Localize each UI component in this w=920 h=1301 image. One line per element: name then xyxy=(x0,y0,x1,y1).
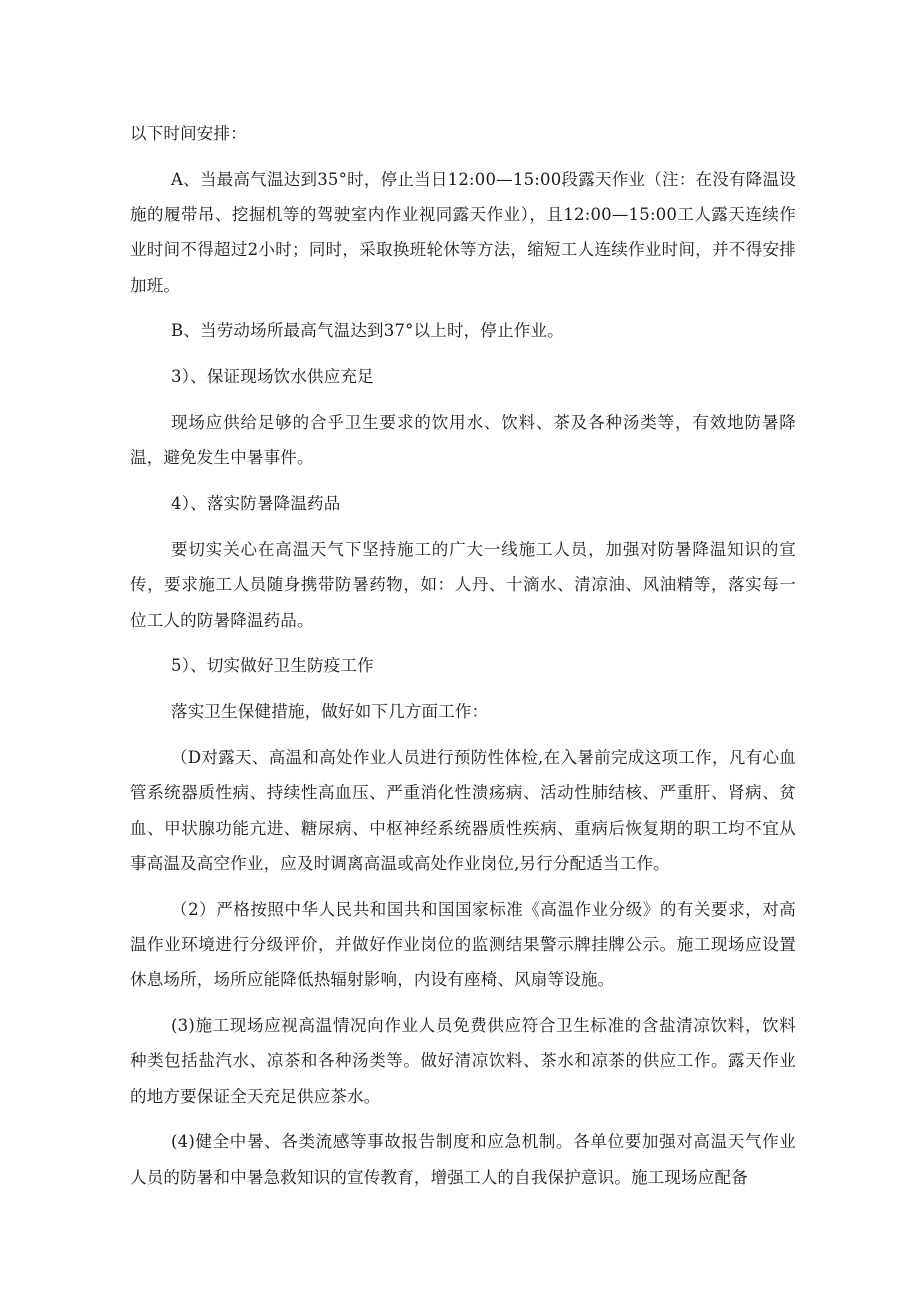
section-heading-4: 4）、落实防暑降温药品 xyxy=(171,494,341,514)
paragraph-item-1: （D对露天、高温和高处作业人员进行预防性体检,在入暑前完成这项工作，凡有心血管系统器质性病、持续性高血压、严重消化性溃疡病、活动性肺结核、严重肝、肾病、贫血、甲状腺功能亢进、糖尿病、中枢神经系统器质性疾病、重病后恢复期的职工均不宜从事高温及高空作业，应及时调离高温或高处作业岗位,另行分配适当工作。 xyxy=(130,747,796,873)
section-heading-5: 5）、切实做好卫生防疫工作 xyxy=(171,656,374,676)
paragraph-item-4: (4)健全中暑、各类流感等事故报告制度和应急机制。各单位要加强对高温天气作业人员的防暑和中暑急救知识的宣传教育，增强工人的自我保护意识。施工现场应配备 xyxy=(130,1132,796,1187)
section-heading-3: 3）、保证现场饮水供应充足 xyxy=(171,367,374,387)
document-body xyxy=(130,116,796,1206)
paragraph-water-supply: 现场应供给足够的合乎卫生要求的饮用水、饮料、茶及各种汤类等，有效地防暑降温，避免发生中暑事件。 xyxy=(130,413,796,468)
paragraph-health-measures: 落实卫生保健措施，做好如下几方面工作： xyxy=(171,702,489,722)
paragraph-medicine: 要切实关心在高温天气下坚持施工的广大一线施工人员，加强对防暑降温知识的宣传，要求施工人员随身携带防暑药物，如：人丹、十滴水、清凉油、风油精等，落实每一位工人的防暑降温药品。 xyxy=(130,539,796,630)
paragraph-item-3: (3)施工现场应视高温情况向作业人员免费供应符合卫生标准的含盐清凉饮料，饮料种类包括盐汽水、凉茶和各种汤类等。做好清凉饮料、茶水和凉茶的供应工作。露天作业的地方要保证全天充足供应茶水。 xyxy=(130,1016,796,1106)
paragraph-item-2: （2）严格按照中华人民共和国共和国国家标准《高温作业分级》的有关要求，对高温作业环境进行分级评价，并做好作业岗位的监测结果警示牌挂牌公示。施工现场应设置休息场所，场所应能降低热辐射影响，内设有座椅、风扇等设施。 xyxy=(130,899,796,990)
paragraph-rule-b: B、当劳动场所最高气温达到37°以上时，停止作业。 xyxy=(171,321,564,341)
paragraph-intro: 以下时间安排： xyxy=(130,124,247,143)
paragraph-rule-a: A、当最高气温达到35°时，停止当日12:00—15:00段露天作业（注：在没有降温设施的履带吊、挖掘机等的驾驶室内作业视同露天作业），且12:00—15:00工人露天连续作业时间不得超过2小时；同时，采取换班轮休等方法，缩短工人连续作业时间，并不得安排加班。 xyxy=(130,169,796,295)
